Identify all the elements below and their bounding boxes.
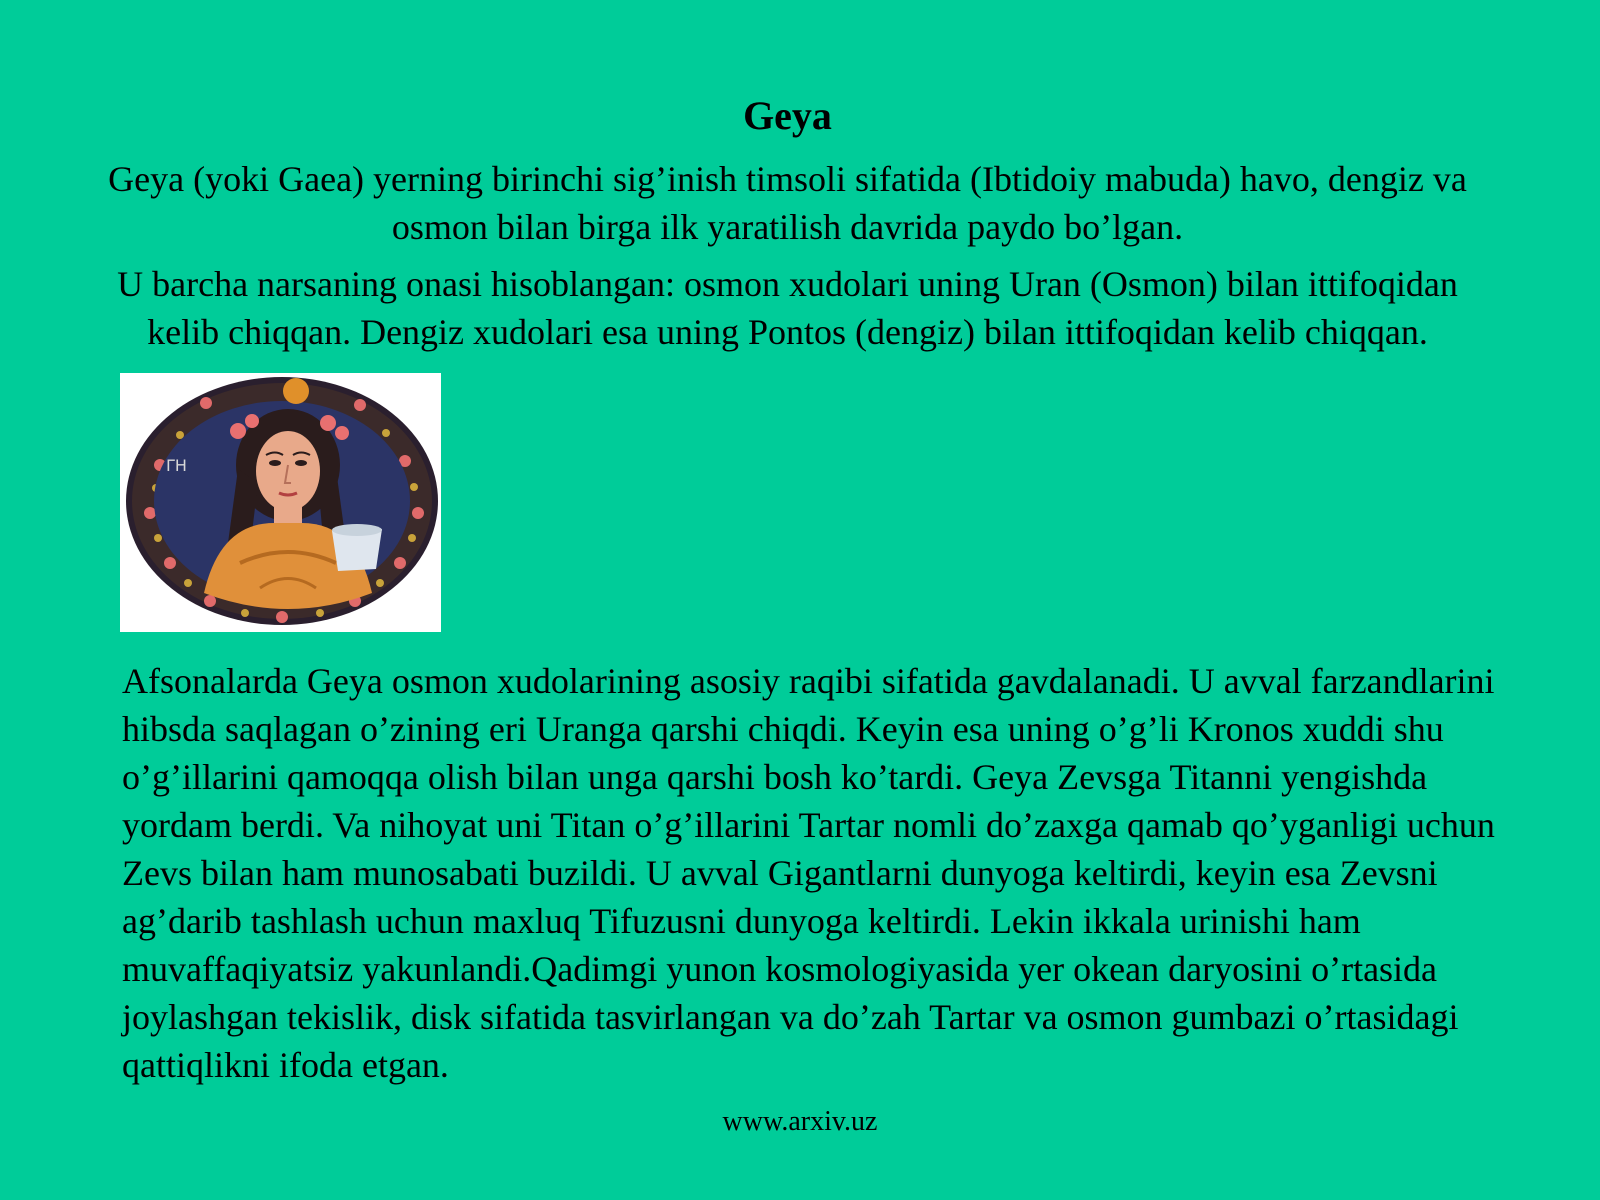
gaia-portrait-image (120, 373, 441, 632)
slide-title: Geya (743, 93, 832, 138)
gaia-medallion-illustration (120, 373, 441, 632)
intro-paragraph: Geya (yoki Gaea) yerning birinchi sig’inish timsoli sifatida (Ibtidoiy mabuda) havo, dengiz va osmon bilan birga ilk yaratilish davrida paydo bo’lgan. (108, 159, 1467, 247)
myth-paragraph: Afsonalarda Geya osmon xudolarining asosiy raqibi sifatida gavdalanadi. U avval farzandlarini hibsda saqlagan o’zining eri Uranga qarshi chiqdi. Keyin esa uning o’g’li Kronos xuddi shu o’g’illarini qamoqqa olish bilan unga qarshi bosh ko’tardi. Geya Zevsga Titanni yengishda yordam berdi. Va nihoyat uni Titan o’g’illarini Tartar nomli do’zaxga qamab qo’yganligi uchun Zevs bilan ham munosabati buzildi. U avval Gigantlarni dunyoga keltirdi, keyin esa Zevsni ag’darib tashlash uchun maxluq Tifuzusni dunyoga keltirdi. Lekin ikkala urinishi ham muvaffaqiyatsiz yakunlandi.Qadimgi yunon kosmologiyasida yer okean daryosini o’rtasida joylashgan tekislik, disk sifatida tasvirlangan va do’zah Tartar va osmon gumbazi o’rtasidagi qattiqlikni ifoda etgan. (122, 661, 1495, 1085)
footer-website: www.arxiv.uz (722, 1106, 878, 1137)
portrait-inscription: ΓΗ (166, 456, 187, 475)
mother-paragraph: U barcha narsaning onasi hisoblangan: osmon xudolari uning Uran (Osmon) bilan ittifoqidan kelib chiqqan. Dengiz xudolari esa uning Pontos (dengiz) bilan ittifoqidan kelib chiqqan. (117, 264, 1458, 352)
